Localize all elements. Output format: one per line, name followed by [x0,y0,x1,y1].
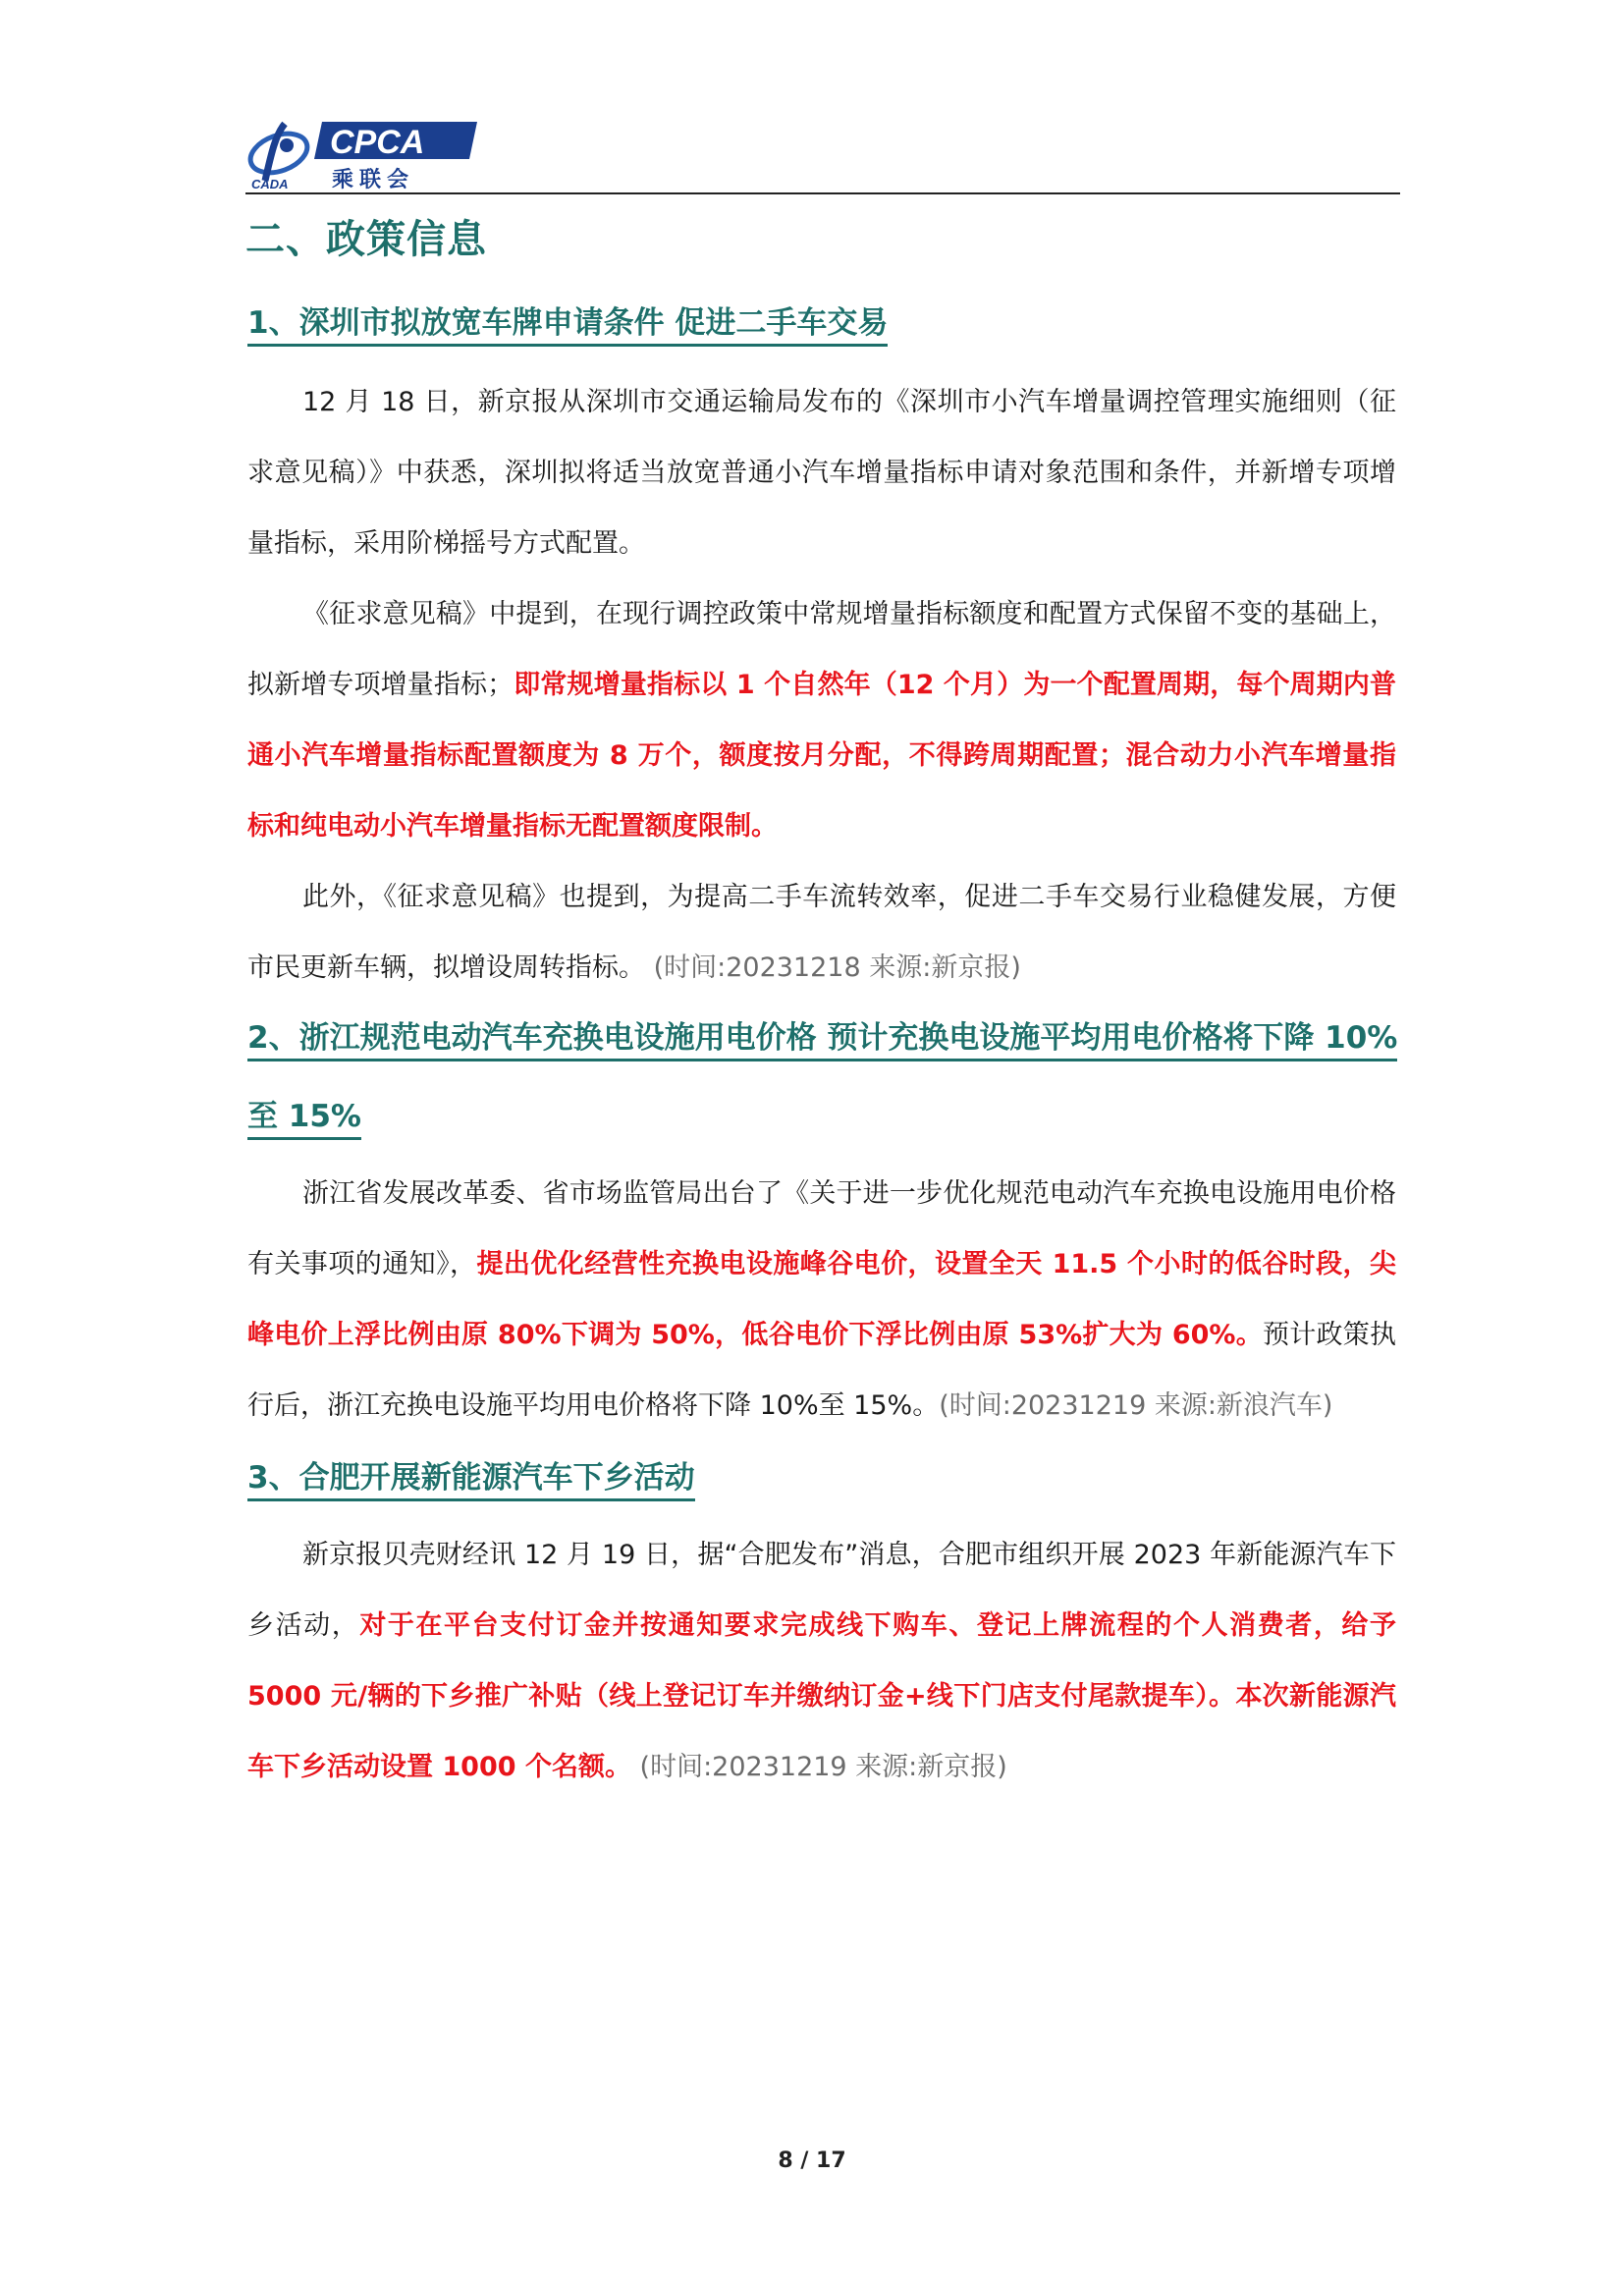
item-3-highlight: 对于在平台支付订金并按通知要求完成线下购车、登记上牌流程的个人消费者，给予 5000 元/辆的下乡推广补贴（线上登记订车并缴纳订金+线下门店支付尾款提车）。本次新能源汽车下乡活动设置 1000 个名额。 [247,1610,1397,1782]
item-3-source: (时间:20231219 来源:新京报) [639,1752,1007,1782]
item-3-paragraph-1 [247,1520,1396,1803]
item-1-paragraph-1: 12 月 18 日，新京报从深圳市交通运输局发布的《深圳市小汽车增量调控管理实施细则（征求意见稿）》中获悉，深圳拟将适当放宽普通小汽车增量指标申请对象范围和条件，并新增专项增量指标，采用阶梯摇号方式配置。 [247,387,1396,559]
item-1-source: (时间:20231218 来源:新京报) [653,952,1021,983]
item-2-paragraph-text: 浙江省发展改革委、省市场监管局出台了《关于进一步优化规范电动汽车充换电设施用电价格有关事项的通知》， [247,1178,1396,1279]
item-1-title: 1、深圳市拟放宽车牌申请条件 促进二手车交易 [247,302,888,347]
item-3-paragraph-text: 新京报贝壳财经讯 12 月 19 日，据“合肥发布”消息，合肥市组织开展 2023 年新能源汽车下乡活动， [247,1540,1396,1641]
item-1-paragraph-3 [247,862,1396,1004]
item-3-title: 3、合肥开展新能源汽车下乡活动 [247,1457,695,1501]
cpca-logo [245,116,481,190]
item-2-paragraph-tail: 预计政策执行后，浙江充换电设施平均用电价格将下降 10%至 15%。 [247,1320,1396,1421]
page-number: 8 / 17 [778,2149,846,2173]
item-2-source: (时间:20231219 来源:新浪汽车) [939,1390,1333,1421]
section-title: 二、政策信息 [245,217,487,262]
logo-text: CPCA [330,124,425,161]
item-1-highlight: 即常规增量指标以 1 个自然年（12 个月）为一个配置周期，每个周期内普通小汽车增量指标配置额度为 8 万个，额度按月分配，不得跨周期配置；混合动力小汽车增量指标和纯电动小汽车增量指标无配置额度限制。 [247,670,1397,842]
item-1-paragraph-3-text: 此外，《征求意见稿》也提到，为提高二手车流转效率，促进二手车交易行业稳健发展，方便市民更新车辆，拟增设周转指标。 [247,882,1396,983]
logo-sub-text: CADA [251,177,289,190]
item-2-highlight: 提出优化经营性充换电设施峰谷电价，设置全天 11.5 个小时的低谷时段，尖峰电价上浮比例由原 80%下调为 50%，低谷电价下浮比例由原 53%扩大为 60%。 [247,1249,1396,1350]
logo-cn-text: 乘联会 [332,168,415,192]
item-2-paragraph-1 [247,1159,1396,1442]
item-1-paragraph-2 [247,579,1396,862]
item-2-title-line-2: 至 15% [247,1096,361,1140]
header-divider [245,192,1400,194]
item-1-paragraph-2-text: 《征求意见稿》中提到，在现行调控政策中常规增量指标额度和配置方式保留不变的基础上，拟新增专项增量指标； [247,599,1396,700]
item-2-title-line-1: 2、浙江规范电动汽车充换电设施用电价格 预计充换电设施平均用电价格将下降 10% [247,1017,1397,1061]
